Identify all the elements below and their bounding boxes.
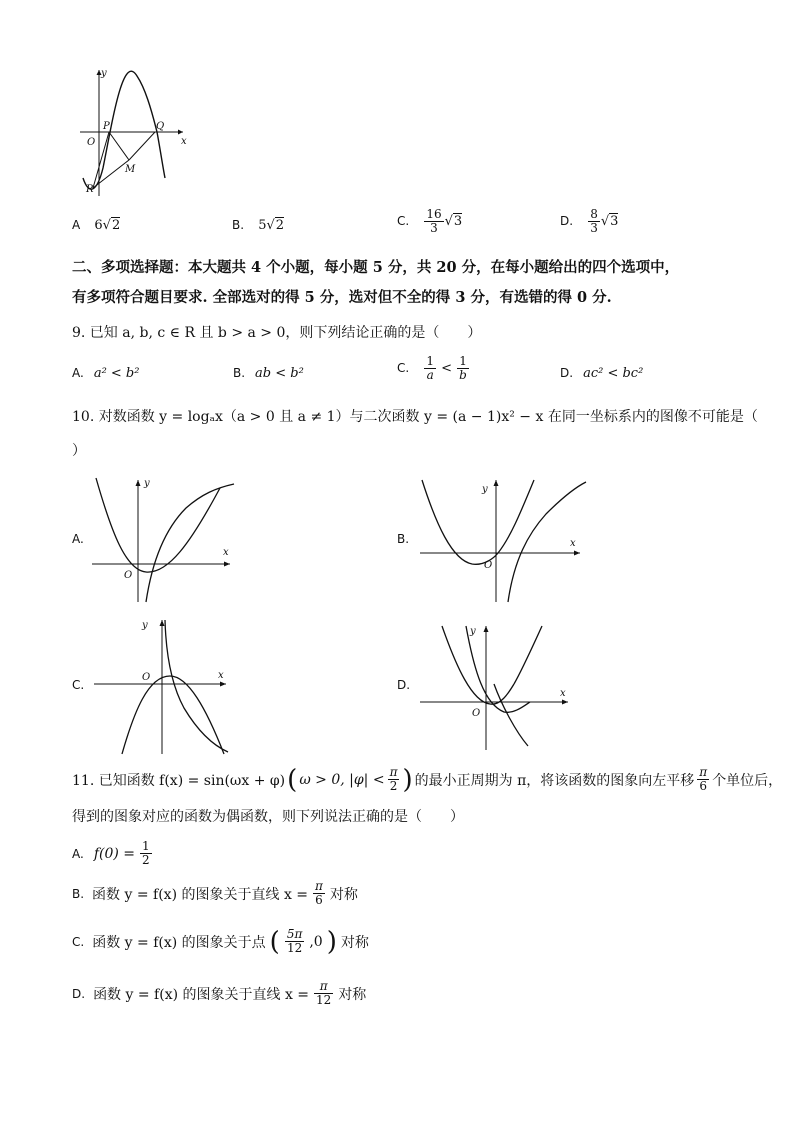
q11-stem-line2: 得到的图象对应的函数为偶函数，则下列说法正确的是（ ） xyxy=(72,809,464,825)
svg-text:y: y xyxy=(482,484,488,495)
q8-option-d[interactable]: D. $\frac{8}{3}$ √3 xyxy=(560,207,619,235)
q10-graph-d[interactable] xyxy=(418,622,578,752)
svg-text:O: O xyxy=(472,708,481,719)
q9-option-c[interactable]: C. $\frac{1}{a}$ < $\frac{1}{b}$ xyxy=(397,354,467,382)
q11-option-a[interactable]: A. f(0) = $\frac{1}{2}$ xyxy=(72,839,150,867)
fig-label-q: Q xyxy=(156,121,165,132)
svg-text:x: x xyxy=(570,538,576,549)
svg-text:x: x xyxy=(560,688,566,699)
fig-label-m: M xyxy=(125,164,136,175)
q10-graph-c-label[interactable]: C. xyxy=(72,678,85,692)
q10-graph-b-label[interactable]: B. xyxy=(397,532,410,546)
section2-line1: 二、多项选择题：本大题共 4 个小题，每小题 5 分，共 20 分，在每小题给出的四个选项中， xyxy=(72,259,680,276)
q9-option-d[interactable]: D. ac² < bc² xyxy=(560,366,644,381)
fig-label-o: O xyxy=(87,137,96,148)
q10-graph-a[interactable] xyxy=(90,474,240,604)
svg-text:y: y xyxy=(144,478,150,489)
fig-label-p: P xyxy=(103,121,110,132)
q8-option-b[interactable]: B. 5√2 xyxy=(232,218,285,233)
q10-stem-cont: ） xyxy=(72,443,86,459)
svg-text:x: x xyxy=(223,547,229,558)
q9-stem: 9. 已知 a, b, c ∈ R 且 b > a > 0，则下列结论正确的是（ ） xyxy=(72,325,482,341)
svg-text:O: O xyxy=(142,672,151,683)
q8-option-a[interactable]: A 6√2 xyxy=(72,218,121,233)
q10-graph-b[interactable] xyxy=(418,474,588,604)
q11-stem-line1: 11. 已知函数 f(x) = sin(ωx + φ) ( ω > 0, |φ| < $\frac{\pi}{2}$ ) 的最小正周期为 π，将该函数的图象向左平移 $\frac{\pi}{6}$ 个单位后， xyxy=(72,764,783,795)
q11-option-d[interactable]: D. 函数 y = f(x) 的图象关于直线 x = $\frac{\pi}{12}$ 对称 xyxy=(72,979,367,1007)
fig-label-y: y xyxy=(101,68,107,79)
q11-option-b[interactable]: B. 函数 y = f(x) 的图象关于直线 x = $\frac{\pi}{6}$ 对称 xyxy=(72,879,358,907)
svg-text:x: x xyxy=(218,670,224,681)
sine-curve xyxy=(83,71,165,189)
svg-text:y: y xyxy=(142,620,148,631)
q9-option-b[interactable]: B. ab < b² xyxy=(233,366,304,381)
top-figure xyxy=(75,68,195,198)
svg-text:O: O xyxy=(484,560,493,571)
q10-graph-d-label[interactable]: D. xyxy=(397,678,411,692)
svg-text:y: y xyxy=(470,626,476,637)
q8-option-c[interactable]: C. $\frac{16}{3}$ √3 xyxy=(397,207,463,235)
q11-option-c[interactable]: C. 函数 y = f(x) 的图象关于点 ( $\frac{5\pi}{12}$ ,0 ) 对称 xyxy=(72,926,369,957)
q10-stem: 10. 对数函数 y = logₐx（a > 0 且 a ≠ 1）与二次函数 y = (a − 1)x² − x 在同一坐标系内的图像不可能是（ xyxy=(72,409,758,425)
fig-label-x: x xyxy=(181,136,187,147)
fig-label-r: R xyxy=(86,184,94,195)
q9-option-a[interactable]: A. a² < b² xyxy=(72,366,140,381)
q10-graph-c[interactable] xyxy=(92,616,232,756)
svg-text:O: O xyxy=(124,570,133,581)
q10-graph-a-label[interactable]: A. xyxy=(72,532,84,546)
section2-line2: 有多项符合题目要求. 全部选对的得 5 分，选对但不全的得 3 分，有选错的得 0 分. xyxy=(72,289,612,306)
